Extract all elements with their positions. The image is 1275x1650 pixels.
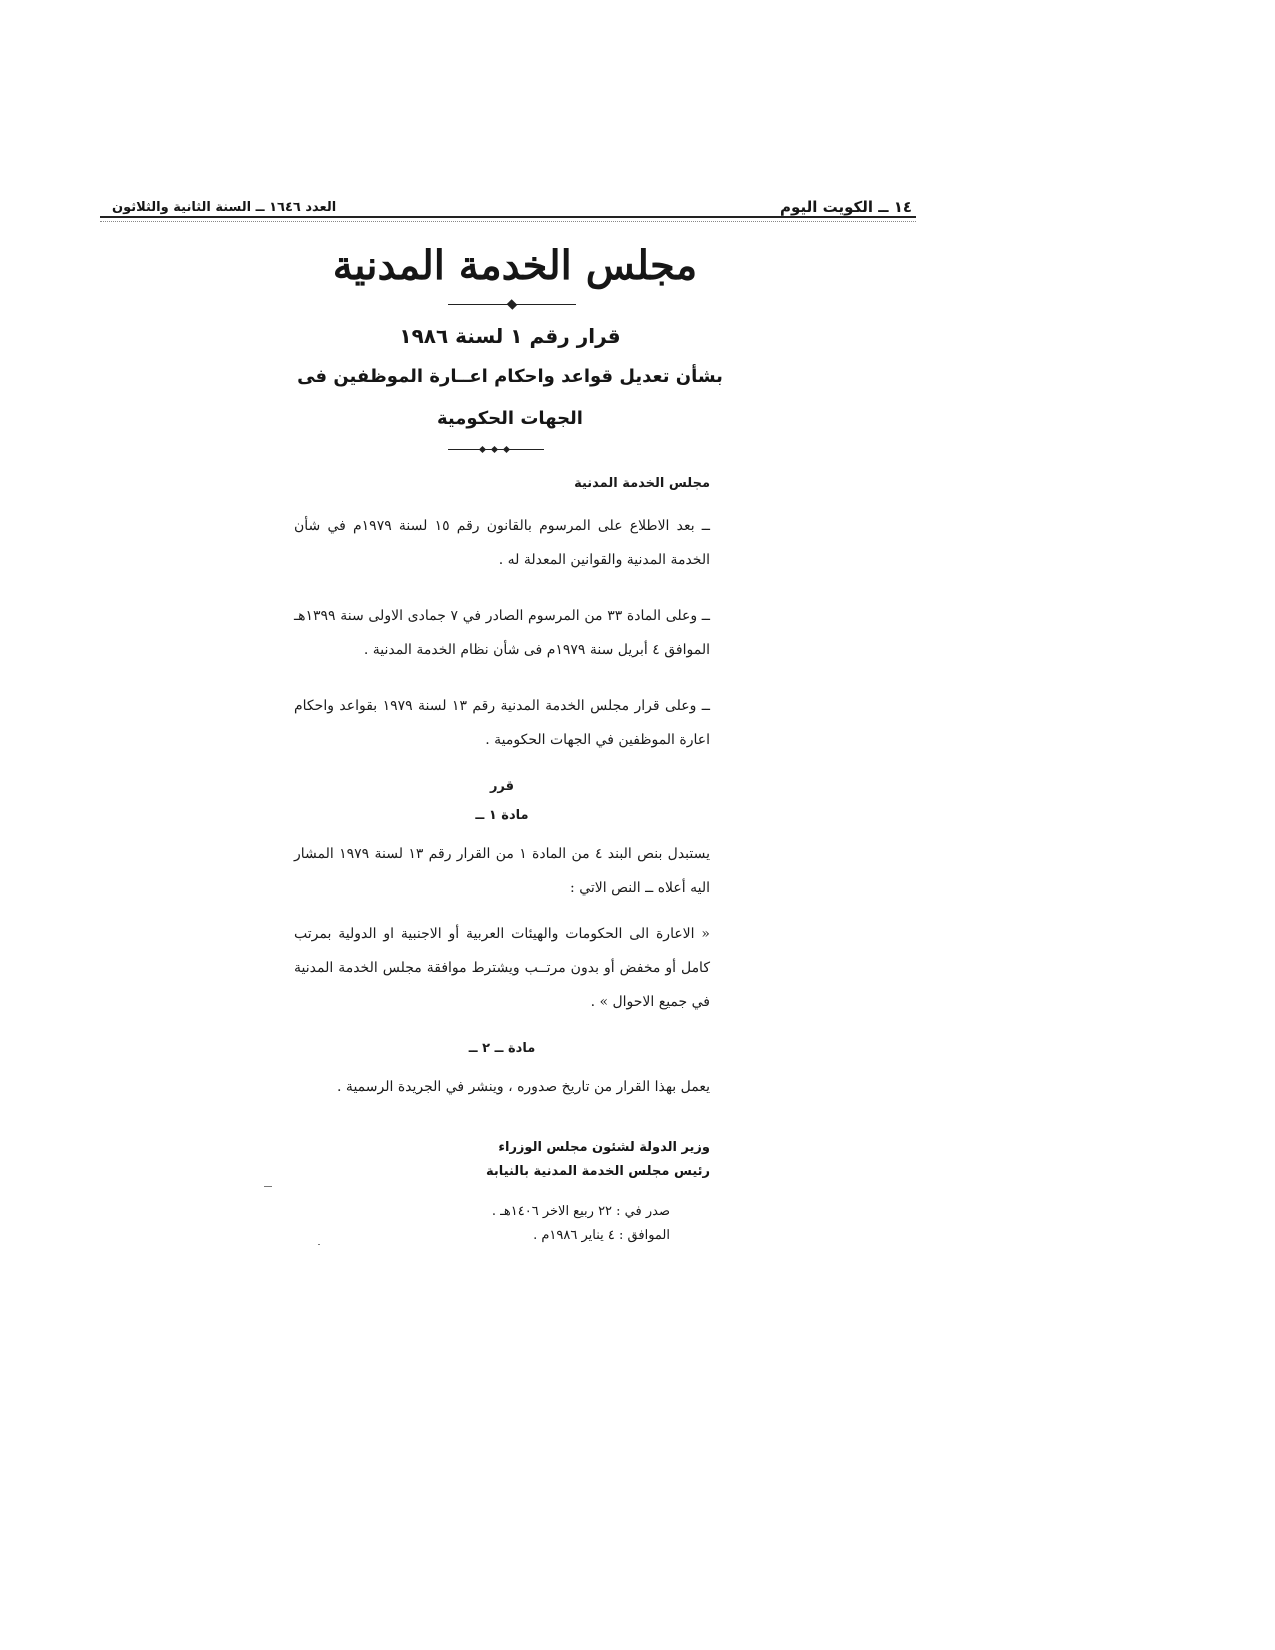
decision-body bbox=[294, 470, 710, 1126]
dot-ornament-icon bbox=[503, 446, 510, 453]
decision-subject-line-2: الجهات الحكومية bbox=[437, 408, 583, 429]
signatory-role: رئيس مجلس الخدمة المدنية بالنيابة bbox=[486, 1164, 710, 1179]
dot-ornament-icon bbox=[491, 446, 498, 453]
decision-number: قرار رقم ١ لسنة ١٩٨٦ bbox=[399, 324, 621, 348]
issue-date-block bbox=[420, 1200, 670, 1248]
preamble-paragraph: ــ بعد الاطلاع على المرسوم بالقانون رقم ١٥ لسنة ١٩٧٩م في شأن الخدمة المدنية والقوانين المعدلة له . bbox=[294, 518, 710, 568]
issuing-body: مجلس الخدمة المدنية bbox=[574, 476, 710, 491]
article-1-quote: « الاعارة الى الحكومات والهيئات العربية أو الاجنبية او الدولية بمرتب كامل أو مخفض أو بدون مرتــب ويشترط موافقة مجلس الخدمة المدنية في جميع الاحوال » . bbox=[294, 926, 710, 1010]
scan-speck bbox=[264, 1186, 272, 1187]
header-rule-dotted bbox=[100, 221, 916, 222]
preamble-paragraph: ــ وعلى قرار مجلس الخدمة المدنية رقم ١٣ لسنة ١٩٧٩ بقواعد واحكام اعارة الموظفين في الجهات الحكومية . bbox=[294, 698, 710, 748]
issue-date-hijri: صدر في : ٢٢ ربيع الاخر ١٤٠٦هـ . bbox=[491, 1204, 670, 1219]
article-2-text: يعمل بهذا القرار من تاريخ صدوره ، وينشر في الجريدة الرسمية . bbox=[337, 1079, 710, 1095]
decision-title-block bbox=[290, 322, 730, 432]
dot-ornament-icon bbox=[479, 446, 486, 453]
issue-label: العدد ١٦٤٦ ــ السنة الثانية والثلاثون bbox=[112, 200, 337, 215]
decided-heading: قرر bbox=[489, 779, 515, 794]
preamble-paragraph: ــ وعلى المادة ٣٣ من المرسوم الصادر في ٧ جمادى الاولى سنة ١٣٩٩هـ الموافق ٤ أبريل سنة ١٩٧٩م فى شأن نظام الخدمة المدنية . bbox=[294, 608, 710, 658]
article-1-text: يستبدل بنص البند ٤ من المادة ١ من القرار رقم ١٣ لسنة ١٩٧٩ المشار اليه أعلاه ــ النص الاتي : bbox=[294, 846, 711, 896]
diamond-ornament-icon bbox=[507, 299, 518, 310]
header-rule bbox=[100, 216, 916, 218]
article-1-heading: مادة ١ ــ bbox=[475, 808, 529, 823]
section-masthead: مجلس الخدمة المدنية bbox=[332, 242, 698, 289]
article-2-heading: مادة ــ ٢ ــ bbox=[468, 1041, 536, 1056]
decision-subject-line-1: بشأن تعديل قواعد واحكام اعــارة الموظفين فى bbox=[297, 366, 723, 387]
signatory-title: وزير الدولة لشئون مجلس الوزراء bbox=[498, 1140, 710, 1155]
scan-speck bbox=[318, 1244, 320, 1245]
page-number-label: ١٤ ــ الكويت اليوم bbox=[780, 198, 912, 216]
issue-date-gregorian: الموافق : ٤ يناير ١٩٨٦م . bbox=[533, 1228, 670, 1243]
ornament-divider bbox=[448, 445, 544, 455]
signature-block bbox=[294, 1136, 710, 1184]
ornament-divider bbox=[448, 300, 576, 310]
